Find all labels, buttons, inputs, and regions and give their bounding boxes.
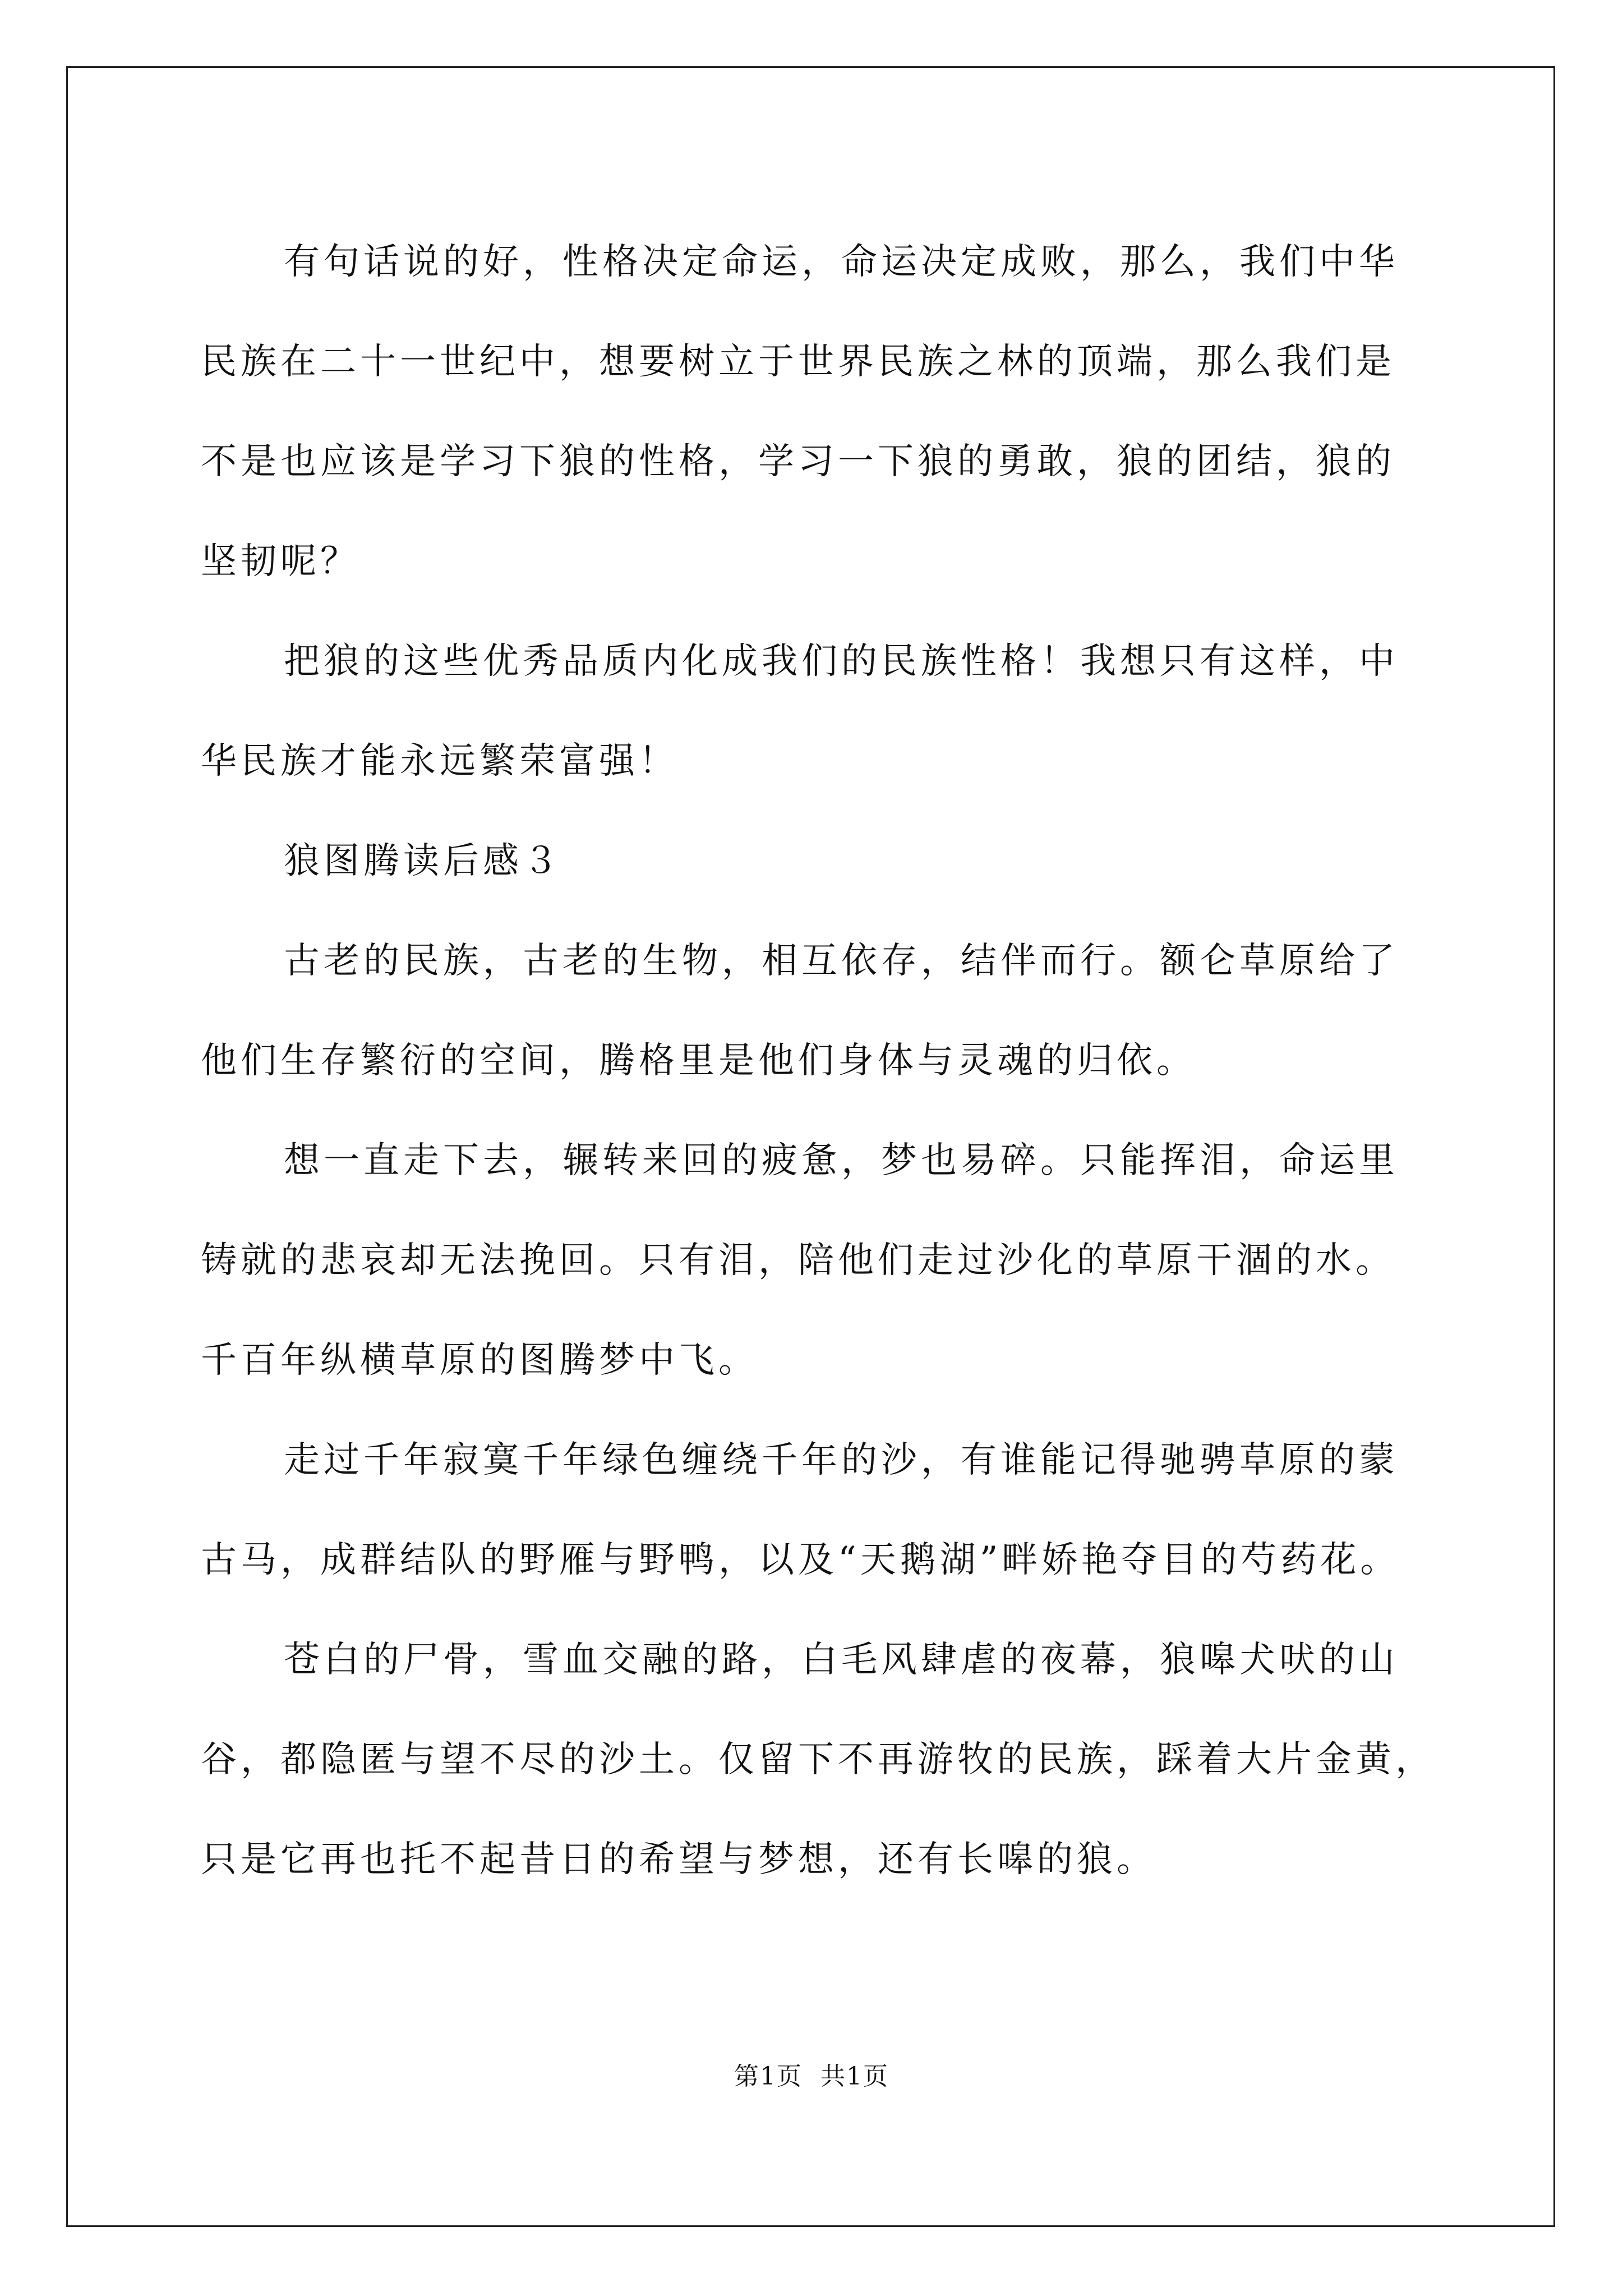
paragraph-line: 走过千年寂寞千年绿色缠绕千年的沙，有谁能记得驰骋草原的蒙 [284,1439,1399,1481]
paragraph-line: 只是它再也托不起昔日的希望与梦想，还有长嗥的狼。 [201,1839,1156,1880]
paragraph-line: 有句话说的好，性格决定命运，命运决定成败，那么，我们中华 [284,241,1399,283]
paragraph-line: 坚韧呢？ [201,541,360,582]
paragraph-line: 想一直走下去，辗转来回的疲惫，梦也易碎。只能挥泪，命运里 [284,1140,1399,1181]
paragraph-line: 不是也应该是学习下狼的性格，学习一下狼的勇敢，狼的团结，狼的 [201,441,1395,482]
paragraph-line: 华民族才能永远繁荣富强！ [201,740,679,782]
page-number-footer: 第1页 共1页 [734,2062,889,2091]
paragraph-line: 铸就的悲哀却无法挽回。只有泪，陪他们走过沙化的草原干涸的水。 [201,1240,1395,1281]
section-heading: 狼图腾读后感３ [284,840,562,882]
paragraph-line: 谷，都隐匿与望不尽的沙土。仅留下不再游牧的民族，踩着大片金黄， [201,1739,1435,1780]
document-body [201,212,1435,1910]
paragraph-line: 苍白的尸骨，雪血交融的路，白毛风肆虐的夜幕，狼嗥犬吠的山 [284,1639,1399,1681]
paragraph-line: 千百年纵横草原的图腾梦中飞。 [201,1340,758,1381]
paragraph-line: 古马，成群结队的野雁与野鸭，以及“天鹅湖”畔娇艳夺目的芍药花。 [201,1539,1400,1581]
paragraph-line: 古老的民族，古老的生物，相互依存，结伴而行。额仑草原给了 [284,940,1399,982]
paragraph-line: 民族在二十一世纪中，想要树立于世界民族之林的顶端，那么我们是 [201,341,1395,383]
paragraph-line: 他们生存繁衍的空间，腾格里是他们身体与灵魂的归依。 [201,1040,1196,1082]
paragraph-line: 把狼的这些优秀品质内化成我们的民族性格！我想只有这样，中 [284,641,1399,682]
